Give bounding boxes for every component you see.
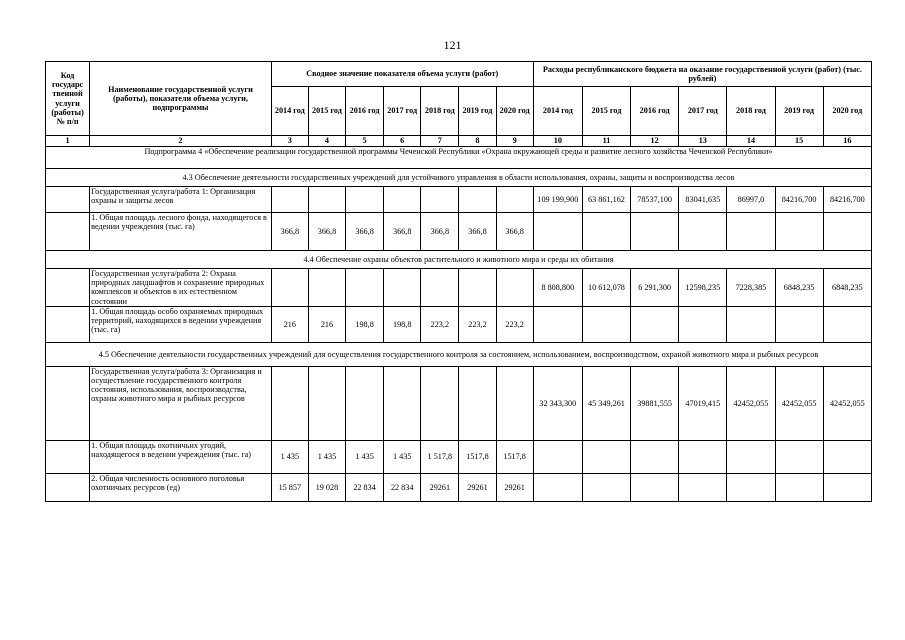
expense-cell	[533, 306, 582, 342]
expense-cell	[533, 213, 582, 251]
column-number: 1	[46, 136, 90, 147]
indicator-cell: 216	[271, 306, 308, 342]
expense-cell: 6 291,300	[631, 269, 679, 307]
indicator-cell: 1 435	[271, 440, 308, 473]
indicator-year-header: 2016 год	[346, 87, 384, 136]
column-number: 2	[90, 136, 272, 147]
row-code	[46, 269, 90, 307]
expense-cell	[679, 306, 727, 342]
expense-cell	[727, 440, 775, 473]
section-title: 4.3 Обеспечение деятельности государственных учреждений для устойчивого управления в области использования, охраны, защиты и воспроизводства лесов	[46, 169, 872, 187]
table-row	[46, 213, 872, 251]
header-code: Код государс твенной услуги (работы) № п/п	[46, 62, 90, 136]
indicator-cell: 29261	[421, 473, 459, 501]
expense-cell: 6848,235	[823, 269, 871, 307]
indicator-name: 1. Общая площадь лесного фонда, находящегося в ведении учреждения (тыс. га)	[90, 213, 272, 251]
indicator-year-header: 2017 год	[384, 87, 421, 136]
indicator-cell	[346, 366, 384, 440]
row-code	[46, 440, 90, 473]
header-indicator-group: Сводное значение показателя объема услуги (работ)	[271, 62, 533, 87]
indicator-name: 1. Общая площадь охотничьих угодий, находящегося в ведении учреждения (тыс. га)	[90, 440, 272, 473]
expense-cell	[823, 440, 871, 473]
expense-cell: 42452,055	[727, 366, 775, 440]
service-name: Государственная услуга/работа 1: Организация охраны и защиты лесов	[90, 187, 272, 213]
row-code	[46, 366, 90, 440]
expense-cell: 8 808,800	[533, 269, 582, 307]
row-code	[46, 213, 90, 251]
expense-cell	[775, 440, 823, 473]
expense-year-header: 2016 год	[631, 87, 679, 136]
row-code	[46, 306, 90, 342]
indicator-year-header: 2019 год	[459, 87, 496, 136]
expense-cell	[631, 306, 679, 342]
indicator-name: 2. Общая численность основного поголовья охотничьих ресурсов (ед)	[90, 473, 272, 501]
column-number: 13	[679, 136, 727, 147]
indicator-cell: 366,8	[496, 213, 533, 251]
indicator-cell: 223,2	[459, 306, 496, 342]
indicator-year-header: 2015 год	[308, 87, 345, 136]
indicator-cell: 1 435	[346, 440, 384, 473]
indicator-cell: 366,8	[346, 213, 384, 251]
expense-cell: 109 199,900	[533, 187, 582, 213]
expense-cell	[533, 473, 582, 501]
column-number: 14	[727, 136, 775, 147]
column-number: 9	[496, 136, 533, 147]
indicator-cell: 19 028	[308, 473, 345, 501]
header-name: Наименование государственной услуги (работы), показатели объема услуги, подпрограммы	[90, 62, 272, 136]
section-title: 4.4 Обеспечение охраны объектов растительного и животного мира и среды их обитания	[46, 251, 872, 269]
expense-cell	[679, 440, 727, 473]
expense-year-header: 2020 год	[823, 87, 871, 136]
indicator-cell	[421, 269, 459, 307]
expense-cell: 6848,235	[775, 269, 823, 307]
indicator-cell: 1 435	[384, 440, 421, 473]
expense-cell: 7228,385	[727, 269, 775, 307]
indicator-cell	[346, 187, 384, 213]
expense-cell	[631, 213, 679, 251]
table-row	[46, 269, 872, 307]
service-name: Государственная услуга/работа 3: Организация и осуществление государственного контроля состояния, использования, воспроизводства, охраны животного мира и рыбных ресурсов	[90, 366, 272, 440]
column-number: 16	[823, 136, 871, 147]
row-code	[46, 187, 90, 213]
expense-cell	[631, 440, 679, 473]
indicator-cell	[459, 366, 496, 440]
expense-cell: 10 612,078	[582, 269, 630, 307]
indicator-cell	[271, 187, 308, 213]
expense-year-header: 2019 год	[775, 87, 823, 136]
indicator-cell: 366,8	[459, 213, 496, 251]
indicator-cell	[384, 187, 421, 213]
expense-cell: 63 861,162	[582, 187, 630, 213]
indicator-cell: 198,8	[384, 306, 421, 342]
expense-cell	[582, 473, 630, 501]
column-number: 10	[533, 136, 582, 147]
column-number: 3	[271, 136, 308, 147]
budget-table	[45, 61, 872, 502]
table-row	[46, 440, 872, 473]
service-name: Государственная услуга/работа 2: Охрана природных ландшафтов и сохранение природных комплексов и объектов в их естественном состоянии	[90, 269, 272, 307]
indicator-cell: 216	[308, 306, 345, 342]
expense-cell	[582, 306, 630, 342]
expense-year-header: 2018 год	[727, 87, 775, 136]
indicator-cell	[308, 269, 345, 307]
expense-cell: 84216,700	[823, 187, 871, 213]
indicator-cell: 223,2	[421, 306, 459, 342]
column-number: 8	[459, 136, 496, 147]
table-row	[46, 187, 872, 213]
column-number: 12	[631, 136, 679, 147]
indicator-year-header: 2018 год	[421, 87, 459, 136]
row-code	[46, 473, 90, 501]
section-title: 4.5 Обеспечение деятельности государственных учреждений для осуществления государственного контроля за состоянием, использованием, воспроизводством, охраной животного мира и рыбных ресурсов	[46, 342, 872, 366]
indicator-cell: 15 857	[271, 473, 308, 501]
indicator-year-header: 2014 год	[271, 87, 308, 136]
indicator-cell: 366,8	[384, 213, 421, 251]
expense-cell	[823, 306, 871, 342]
expense-cell: 32 343,300	[533, 366, 582, 440]
expense-cell	[582, 213, 630, 251]
indicator-cell: 29261	[496, 473, 533, 501]
expense-year-header: 2015 год	[582, 87, 630, 136]
indicator-cell: 22 834	[384, 473, 421, 501]
indicator-cell	[496, 269, 533, 307]
indicator-cell: 223,2	[496, 306, 533, 342]
expense-cell: 39881,555	[631, 366, 679, 440]
indicator-cell: 366,8	[308, 213, 345, 251]
indicator-cell	[308, 366, 345, 440]
expense-cell	[823, 213, 871, 251]
expense-cell	[727, 306, 775, 342]
column-number: 4	[308, 136, 345, 147]
indicator-year-header: 2020 год	[496, 87, 533, 136]
expense-cell	[727, 213, 775, 251]
expense-cell: 12598,235	[679, 269, 727, 307]
expense-cell	[631, 473, 679, 501]
indicator-cell: 29261	[459, 473, 496, 501]
indicator-cell	[496, 187, 533, 213]
column-number: 7	[421, 136, 459, 147]
indicator-cell: 1517,8	[496, 440, 533, 473]
indicator-cell	[421, 366, 459, 440]
expense-cell: 47019,415	[679, 366, 727, 440]
column-number: 15	[775, 136, 823, 147]
expense-cell: 42452,055	[823, 366, 871, 440]
expense-cell	[727, 473, 775, 501]
column-number: 6	[384, 136, 421, 147]
indicator-cell	[496, 366, 533, 440]
indicator-cell: 1 435	[308, 440, 345, 473]
expense-cell: 86997,0	[727, 187, 775, 213]
table-row	[46, 473, 872, 501]
expense-cell: 78537,100	[631, 187, 679, 213]
expense-cell	[679, 213, 727, 251]
expense-cell: 45 349,261	[582, 366, 630, 440]
page-number: 121	[443, 38, 462, 52]
indicator-cell: 198,8	[346, 306, 384, 342]
expense-cell	[679, 473, 727, 501]
indicator-name: 1. Общая площадь особо охраняемых природных территорий, находящихся в ведении учреждения (тыс. га)	[90, 306, 272, 342]
indicator-cell	[308, 187, 345, 213]
indicator-cell: 22 834	[346, 473, 384, 501]
indicator-cell	[384, 366, 421, 440]
indicator-cell	[459, 269, 496, 307]
expense-year-header: 2017 год	[679, 87, 727, 136]
table-row	[46, 306, 872, 342]
expense-year-header: 2014 год	[533, 87, 582, 136]
header-expense-group: Расходы республиканского бюджета на оказание государственной услуги (работ) (тыс. рублей)	[533, 62, 871, 87]
column-number: 5	[346, 136, 384, 147]
expense-cell	[775, 213, 823, 251]
expense-cell	[775, 306, 823, 342]
indicator-cell	[271, 269, 308, 307]
subprogram-title: Подпрограмма 4 «Обеспечение реализации государственной программы Чеченской Республики «Охрана окружающей среды и развитие лесного хозяйства Чеченской Республики»	[46, 147, 872, 169]
expense-cell	[582, 440, 630, 473]
column-number: 11	[582, 136, 630, 147]
expense-cell: 42452,055	[775, 366, 823, 440]
indicator-cell	[459, 187, 496, 213]
indicator-cell: 366,8	[421, 213, 459, 251]
indicator-cell	[271, 366, 308, 440]
expense-cell	[823, 473, 871, 501]
expense-cell: 83041,635	[679, 187, 727, 213]
indicator-cell	[346, 269, 384, 307]
indicator-cell	[421, 187, 459, 213]
expense-cell	[775, 473, 823, 501]
indicator-cell	[384, 269, 421, 307]
table-row	[46, 366, 872, 440]
expense-cell: 84216,700	[775, 187, 823, 213]
indicator-cell: 1517,8	[459, 440, 496, 473]
indicator-cell: 366,8	[271, 213, 308, 251]
expense-cell	[533, 440, 582, 473]
indicator-cell: 1 517,8	[421, 440, 459, 473]
